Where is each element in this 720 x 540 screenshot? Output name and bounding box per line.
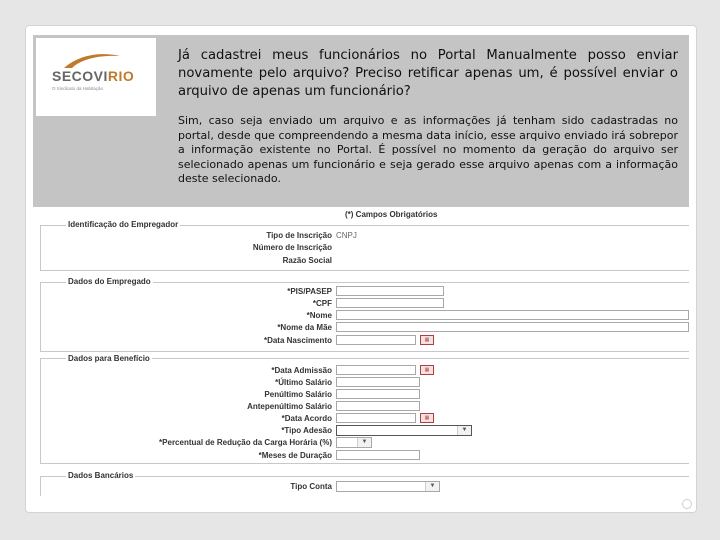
antepenultimo-salario-input[interactable] — [336, 401, 420, 411]
logo-tagline: O Sindicato da Habitação — [52, 86, 104, 91]
tipo-conta-label: Tipo Conta — [290, 482, 332, 491]
faq-question: Já cadastrei meus funcionários no Portal Manualmente posso enviar novamente pelo arquivo? Preciso retificar apenas um, é possível enviar o arquivo de apenas um funcionário? — [178, 48, 678, 99]
tipo-adesao-select[interactable] — [336, 425, 472, 436]
slide-corner-dot — [682, 499, 692, 509]
tipo-inscricao-label: Tipo de Inscrição — [266, 231, 332, 240]
employee-section-title: Dados do Empregado — [68, 277, 151, 286]
data-acordo-label: *Data Acordo — [281, 414, 332, 423]
employer-section — [40, 225, 689, 271]
percentual-reducao-label: *Percentual de Redução da Carga Horária (%) — [159, 438, 332, 447]
data-nascimento-label: *Data Nascimento — [263, 336, 332, 345]
data-admissao-label: *Data Admissão — [271, 366, 332, 375]
logo-wordmark: SECOVIRIO — [52, 68, 135, 84]
pis-pasep-input[interactable] — [336, 286, 444, 296]
razao-social-label: Razão Social — [282, 256, 332, 265]
tipo-inscricao-value: CNPJ — [336, 231, 357, 240]
nome-mae-input[interactable] — [336, 322, 689, 332]
data-admissao-input[interactable] — [336, 365, 416, 375]
benefit-section-title: Dados para Benefício — [68, 354, 150, 363]
calendar-icon[interactable]: ▦ — [420, 335, 434, 345]
required-fields-note: (*) Campos Obrigatórios — [345, 210, 438, 219]
pis-pasep-label: *PIS/PASEP — [287, 287, 332, 296]
nome-input[interactable] — [336, 310, 689, 320]
numero-inscricao-label: Número de Inscrição — [252, 243, 332, 252]
penultimo-salario-input[interactable] — [336, 389, 420, 399]
calendar-icon[interactable]: ▦ — [420, 365, 434, 375]
data-acordo-input[interactable] — [336, 413, 416, 423]
nome-mae-label: *Nome da Mãe — [277, 323, 332, 332]
tipo-adesao-label: *Tipo Adesão — [281, 426, 332, 435]
employer-section-title: Identificação do Empregador — [68, 220, 179, 229]
secovi-rio-logo — [36, 38, 156, 116]
cpf-label: *CPF — [312, 299, 332, 308]
antepenultimo-salario-label: Antepenúltimo Salário — [247, 402, 332, 411]
chevron-down-icon: ▼ — [457, 426, 471, 435]
ultimo-salario-label: *Último Salário — [275, 378, 332, 387]
meses-duracao-label: *Meses de Duração — [258, 451, 332, 460]
cpf-input[interactable] — [336, 298, 444, 308]
faq-answer: Sim, caso seja enviado um arquivo e as informações já tenham sido cadastradas no portal, desde que compreendendo a mesma data início, esse arquivo enviado irá sobrepor a informação existente no Portal. É possível no momento da geração do arquivo ser selecionado apenas um funcionário e seja gerado esse arquivo apenas com a informação deste selecionado. — [178, 114, 678, 185]
ultimo-salario-input[interactable] — [336, 377, 420, 387]
meses-duracao-input[interactable] — [336, 450, 420, 460]
bank-section-title: Dados Bancários — [68, 471, 134, 480]
tipo-conta-select[interactable] — [336, 481, 440, 492]
percentual-reducao-select[interactable] — [336, 437, 372, 448]
nome-label: *Nome — [306, 311, 332, 320]
penultimo-salario-label: Penúltimo Salário — [264, 390, 332, 399]
calendar-icon[interactable]: ▦ — [420, 413, 434, 423]
chevron-down-icon: ▼ — [425, 482, 439, 491]
data-nascimento-input[interactable] — [336, 335, 416, 345]
chevron-down-icon: ▼ — [357, 438, 371, 447]
